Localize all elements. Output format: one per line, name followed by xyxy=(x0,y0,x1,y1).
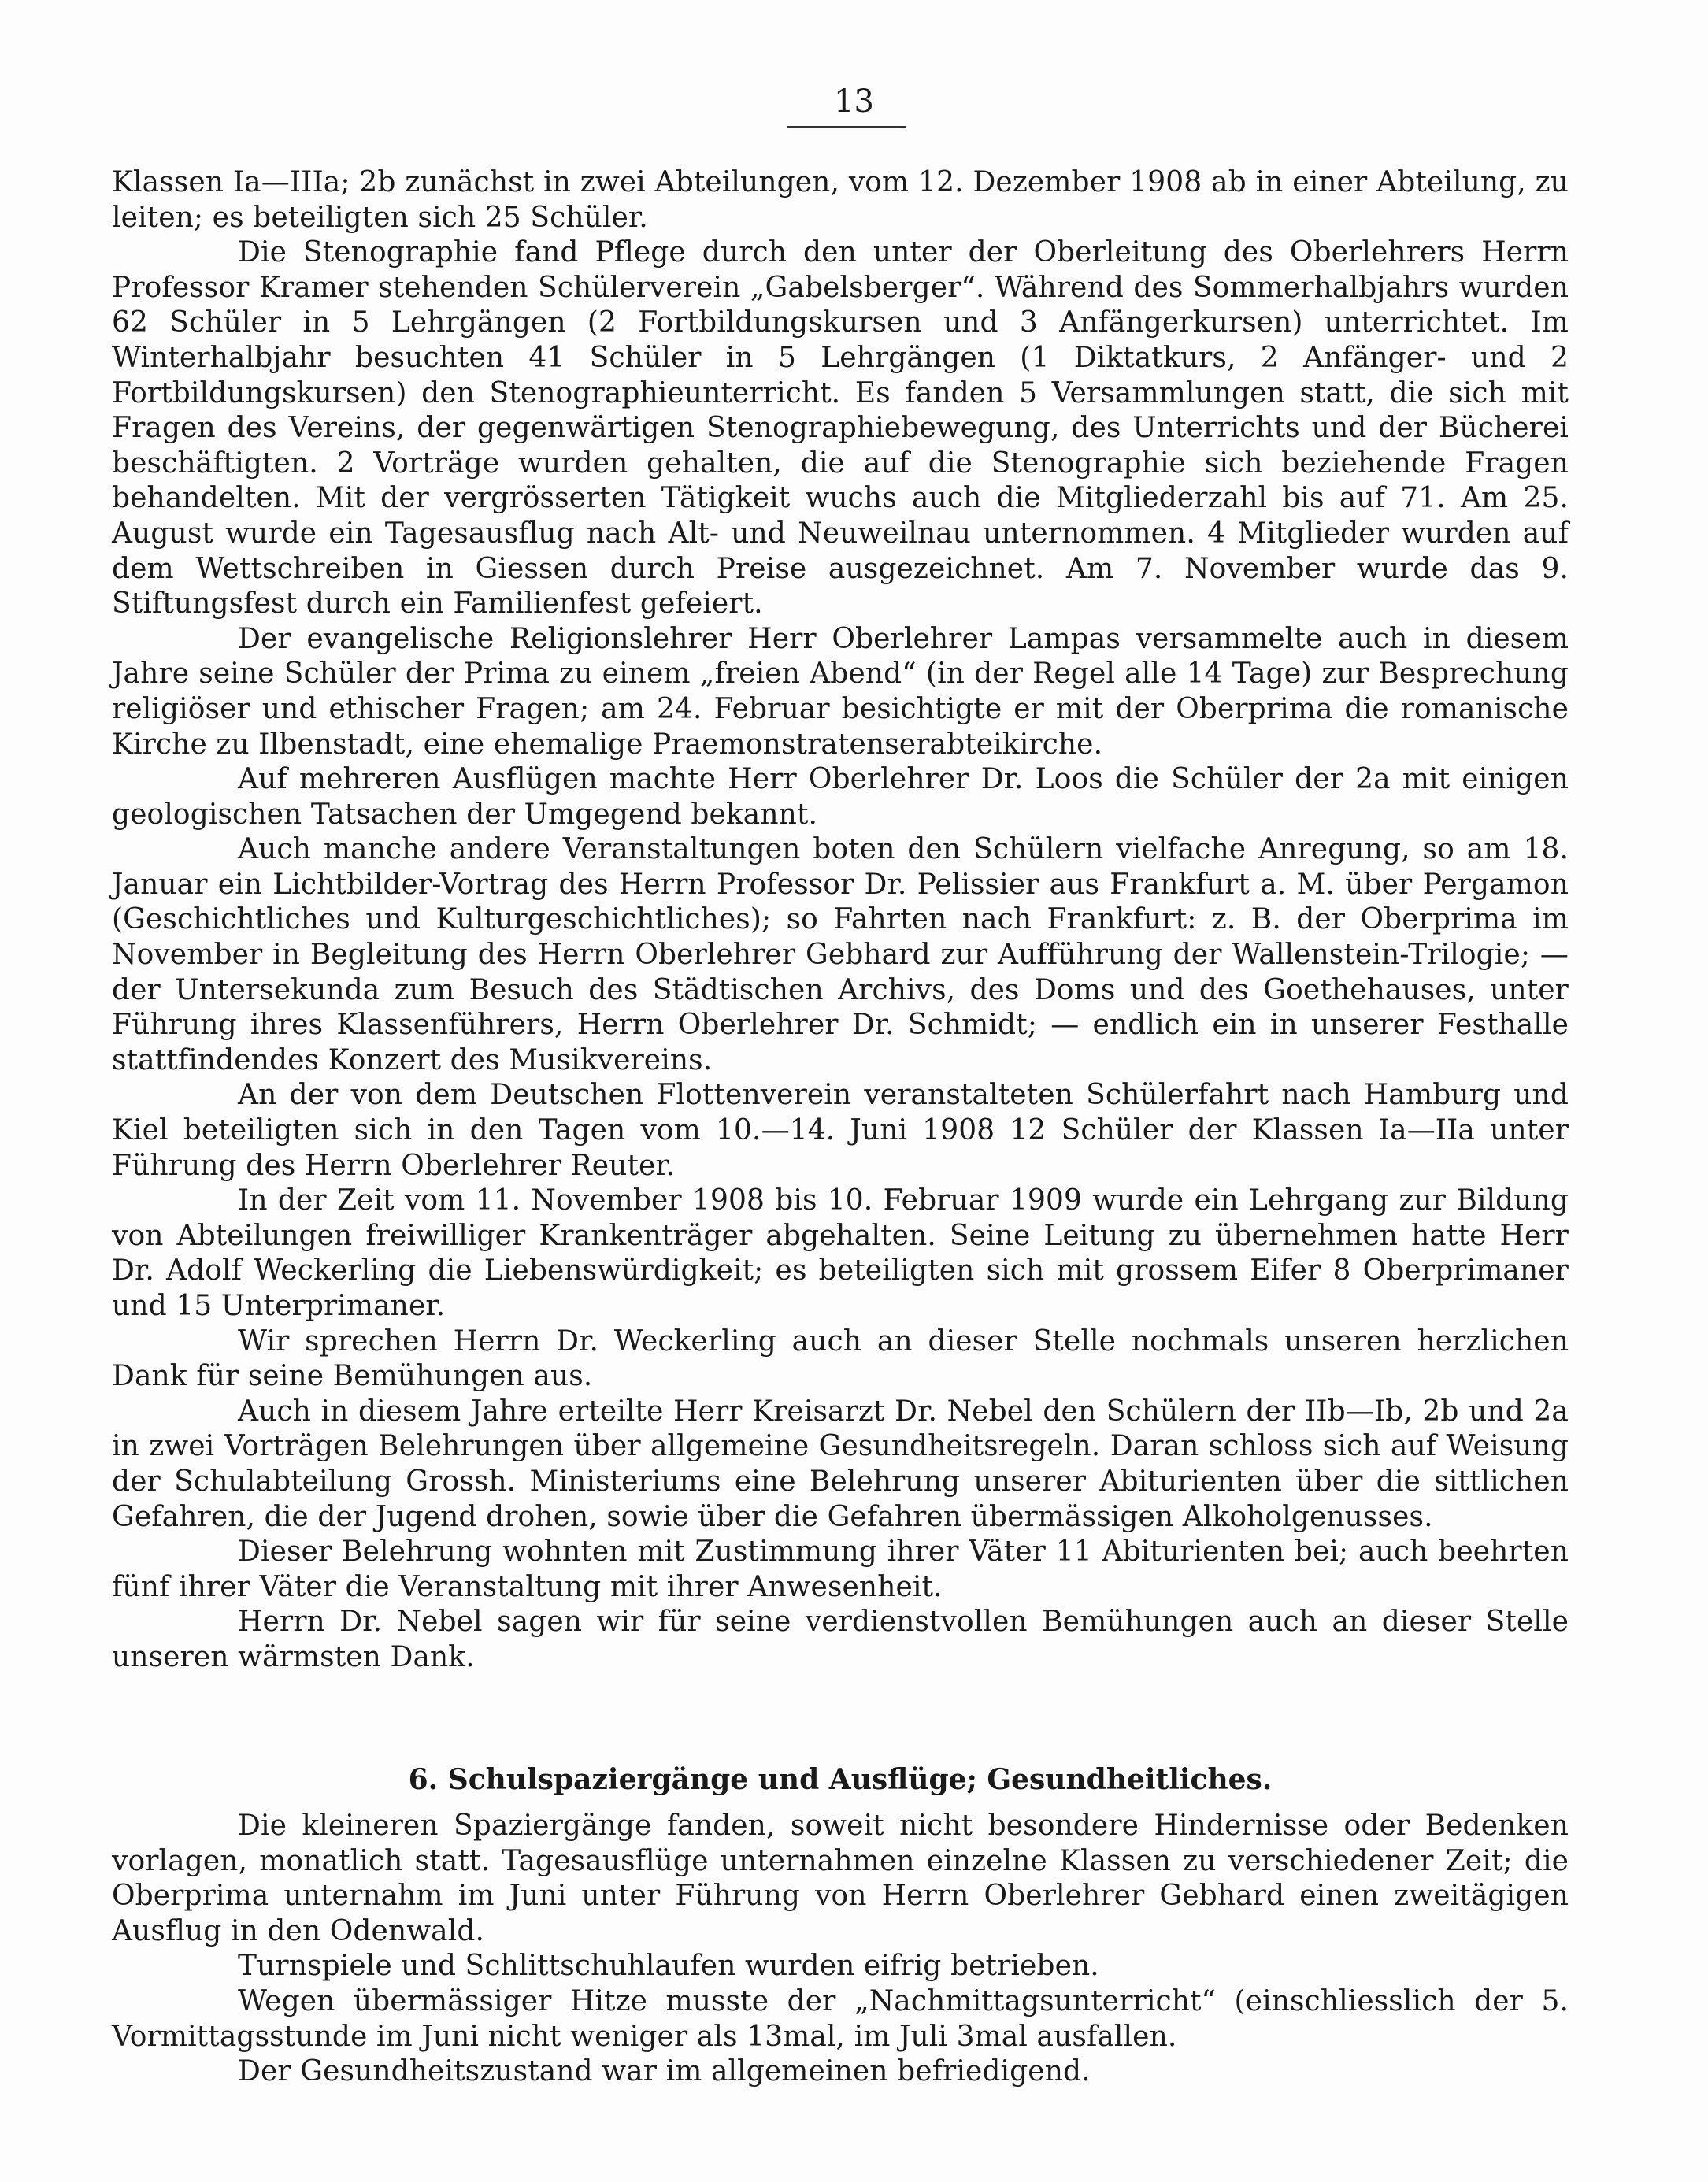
paragraph-turnspiele: Turnspiele und Schlittschuhlaufen wurden eifrig betrieben. xyxy=(238,1950,1099,1983)
page-number-rule xyxy=(787,126,906,128)
paragraph-gesundheitsregeln: Auch in diesem Jahre erteilte Herr Kreisarzt Dr. Nebel den Schülern der IIb—Ib, 2b und 2a in zwei Vorträgen Belehrungen über allgemeine Gesundheitsregeln. Daran schloss sich auf Weisung der Schulabteilung Grossh. Ministeriums eine Belehrung unserer Abiturienten über die sittlichen Gefahren, die der Jugend drohen, sowie über die Gefahren übermässigen Alkoholgenusses. xyxy=(112,1395,1569,1533)
page-number: 13 xyxy=(834,83,874,120)
paragraph-veranstaltungen: Auch manche andere Veranstaltungen boten den Schülern vielfache Anregung, so am 18. Januar ein Lichtbilder-Vortrag des Herrn Professor Dr. Pelissier aus Frankfurt a. M. über Pergamon (Geschichtliches und Kulturgeschichtliches); so Fahrten nach Frankfurt: z. B. der Oberprima im November in Begleitung des Herrn Oberlehrer Gebhard zur Aufführung der Wallenstein-Trilogie; — der Untersekunda zum Besuch des Städtischen Archivs, des Doms und des Goethehauses, unter Führung ihres Klassenführers, Herrn Oberlehrer Dr. Schmidt; — endlich ein in unserer Festhalle stattfindendes Konzert des Musikvereins. xyxy=(112,833,1569,1076)
paragraph-dank-weckerling: Wir sprechen Herrn Dr. Weckerling auch an dieser Stelle nochmals unseren herzlichen Dank für seine Bemühungen aus. xyxy=(112,1324,1569,1393)
paragraph-flottenverein: An der von dem Deutschen Flottenverein veranstalteten Schülerfahrt nach Hamburg und Kiel beteiligten sich in den Tagen vom 10.—14. Juni 1908 12 Schüler der Klassen Ia—IIa unter Führung des Herrn Oberlehrer Reuter. xyxy=(112,1079,1569,1182)
paragraph-continuation: Klassen Ia—IIIa; 2b zunächst in zwei Abteilungen, vom 12. Dezember 1908 ab in einer Abteilung, zu leiten; es beteiligten sich 25 Schüler. xyxy=(112,166,1569,234)
paragraph-religionslehrer: Der evangelische Religionslehrer Herr Oberlehrer Lampas versammelte auch in diesem Jahre seine Schüler der Prima zu einem „freien Abend“ (in der Regel alle 14 Tage) zur Besprechung religiöser und ethischer Fragen; am 24. Februar besichtigte er mit der Oberprima die romanische Kirche zu Ilbenstadt, eine ehemalige Praemonstratenserabteikirche. xyxy=(112,622,1569,761)
paragraph-gesundheitszustand: Der Gesundheitszustand war im allgemeinen befriedigend. xyxy=(238,2055,1091,2088)
section-6-heading: 6. Schulspaziergänge und Ausflüge; Gesundheitliches. xyxy=(408,1763,1273,1796)
paragraph-geologie-ausfluege: Auf mehreren Ausflügen machte Herr Oberlehrer Dr. Loos die Schüler der 2a mit einigen geologischen Tatsachen der Umgegend bekannt. xyxy=(112,763,1569,831)
paragraph-spaziergaenge: Die kleineren Spaziergänge fanden, soweit nicht besondere Hindernisse oder Bedenken vorlagen, monatlich statt. Tagesausflüge unternahmen einzelne Klassen zu verschiedener Zeit; die Oberprima unternahm im Juni unter Führung von Herrn Oberlehrer Gebhard einen zweitägigen Ausflug in den Odenwald. xyxy=(112,1810,1569,1947)
paragraph-hitze: Wegen übermässiger Hitze musste der „Nachmittagsunterricht“ (einschliesslich der 5. Vormittagsstunde im Juni nicht weniger als 13mal, im Juli 3mal ausfallen. xyxy=(112,1984,1569,2053)
body-text-top xyxy=(112,165,1569,1676)
paragraph-krankentraeger: In der Zeit vom 11. November 1908 bis 10. Februar 1909 wurde ein Lehrgang zur Bildung von Abteilungen freiwilliger Krankenträger abgehalten. Seine Leitung zu übernehmen hatte Herr Dr. Adolf Weckerling die Liebenswürdigkeit; es beteiligten sich mit grossem Eifer 8 Oberprimaner und 15 Unterprimaner. xyxy=(112,1184,1569,1322)
body-text-section-6 xyxy=(112,1809,1569,2090)
paragraph-abiturienten: Dieser Belehrung wohnten mit Zustimmung ihrer Väter 11 Abiturienten bei; auch beehrten fünf ihrer Väter die Veranstaltung mit ihrer Anwesenheit. xyxy=(112,1536,1569,1603)
paragraph-stenographie: Die Stenographie fand Pflege durch den unter der Oberleitung des Oberlehrers Herrn Professor Kramer stehenden Schülerverein „Gabelsberger“. Während des Sommerhalbjahrs wurden 62 Schüler in 5 Lehrgängen (2 Fortbildungskursen und 3 Anfängerkursen) unterrichtet. Im Winterhalbjahr besuchten 41 Schüler in 5 Lehrgängen (1 Diktatkurs, 2 Anfänger- und 2 Fortbildungskursen) den Stenographieunterricht. Es fanden 5 Versammlungen statt, die sich mit Fragen des Vereins, der gegenwärtigen Stenographiebewegung, des Unterrichts und der Bücherei beschäftigten. 2 Vorträge wurden gehalten, die auf die Stenographie sich beziehende Fragen behandelten. Mit der vergrösserten Tätigkeit wuchs auch die Mitgliederzahl bis auf 71. Am 25. August wurde ein Tagesausflug nach Alt- und Neuweilnau unternommen. 4 Mitglieder wurden auf dem Wettschreiben in Giessen durch Preise ausgezeichnet. Am 7. November wurde das 9. Stiftungsfest durch ein Familienfest gefeiert. xyxy=(112,236,1569,621)
paragraph-dank-nebel: Herrn Dr. Nebel sagen wir für seine verdienstvollen Bemühungen auch an dieser Stelle unseren wärmsten Dank. xyxy=(112,1606,1569,1673)
